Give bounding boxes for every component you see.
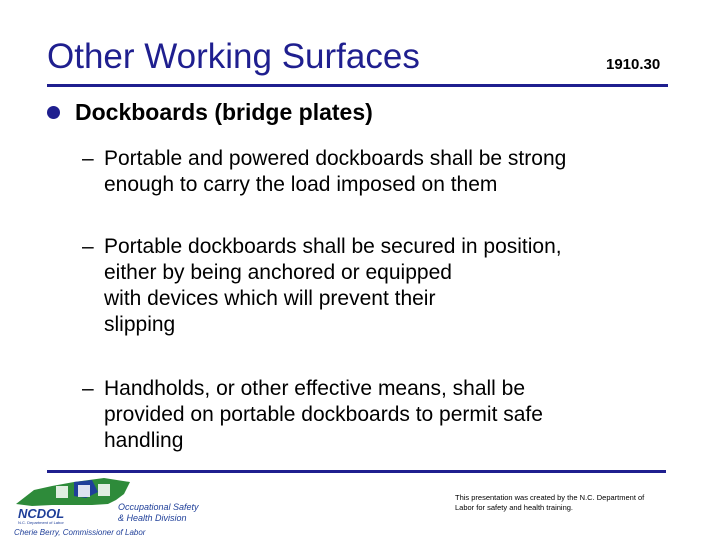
subitem-2	[82, 234, 562, 338]
logo-brand: NCDOL	[18, 506, 65, 521]
subitem-line: Handholds, or other effective means, shall be	[104, 377, 526, 400]
dash-icon: –	[82, 235, 94, 258]
dash-icon: –	[82, 377, 94, 400]
subitem-line: either by being anchored or equipped	[104, 261, 452, 284]
logo-division-2: & Health Division	[118, 513, 187, 523]
subitem-3	[82, 376, 543, 454]
subitem-line: enough to carry the load imposed on them	[104, 173, 498, 196]
dash-icon: –	[82, 147, 94, 170]
footer-divider	[47, 470, 666, 473]
title-divider	[47, 84, 668, 87]
bullet-heading: Dockboards (bridge plates)	[75, 99, 373, 125]
subitem-line: slipping	[104, 313, 176, 336]
ncdol-logo	[12, 474, 212, 538]
nc-map-icon	[16, 478, 130, 506]
footer-note	[455, 493, 644, 513]
footer-note-line: Labor for safety and health training.	[455, 503, 573, 512]
subitem-line: Portable and powered dockboards shall be strong	[104, 147, 567, 170]
main-bullet	[47, 99, 373, 126]
logo-commissioner: Cherie Berry, Commissioner of Labor	[14, 528, 146, 537]
standard-number: 1910.30	[606, 56, 661, 73]
subitem-line: provided on portable dockboards to permit safe	[104, 403, 543, 426]
subitem-line: Portable dockboards shall be secured in position,	[104, 235, 562, 258]
subitem-line: with devices which will prevent their	[104, 287, 436, 310]
logo-dept: N.C. Department of Labor	[18, 520, 64, 525]
page-title: Other Working Surfaces	[47, 37, 420, 76]
logo-division-1: Occupational Safety	[118, 502, 199, 512]
subitem-1	[82, 146, 566, 198]
bullet-dot-icon	[47, 106, 60, 119]
subitem-line: handling	[104, 429, 184, 452]
footer-note-line: This presentation was created by the N.C. Department of	[455, 493, 645, 502]
